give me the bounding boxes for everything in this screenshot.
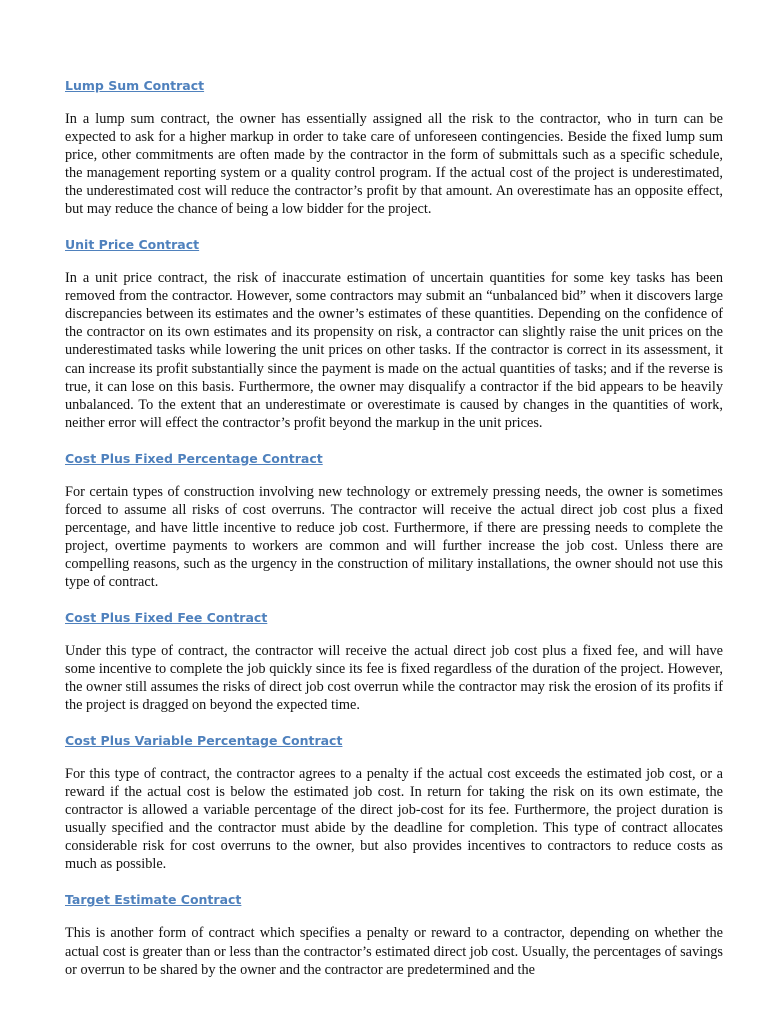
section-cost-plus-fixed-percentage <box>65 450 723 591</box>
section-heading-cost-plus-fixed-percentage[interactable]: Cost Plus Fixed Percentage Contract <box>65 450 323 466</box>
section-target-estimate <box>65 891 723 978</box>
section-heading-unit-price[interactable]: Unit Price Contract <box>65 237 200 253</box>
section-body-cost-plus-variable-percentage: For this type of contract, the contractor agrees to a penalty if the actual cost exceeds the estimated job cost, or a reward if the actual cost is below the estimated job cost. In return for taking the risk on its own estimate, the contractor is allowed a variable percentage of the direct job-cost for its fee. Furthermore, the project duration is usually specified and the contractor must abide by the deadline for completion. This type of contract allocates considerable risk for cost overruns to the owner, but also provides incentives to contractors to reduce costs as much as possible. <box>65 766 723 873</box>
document-page <box>65 77 723 997</box>
section-lump-sum <box>65 77 723 218</box>
section-cost-plus-variable-percentage <box>65 732 723 873</box>
section-heading-lump-sum[interactable]: Lump Sum Contract <box>65 78 205 93</box>
section-body-cost-plus-fixed-fee: Under this type of contract, the contractor will receive the actual direct job cost plus a fixed fee, and will have some incentive to complete the job quickly since its fee is fixed regardless of the duration of the project. However, the owner still assumes the risks of direct job cost overrun while the contractor may risk the erosion of its profits if the project is dragged on beyond the expected time. <box>65 642 723 714</box>
section-body-cost-plus-fixed-percentage: For certain types of construction involving new technology or extremely pressing needs, the owner is sometimes forced to assume all risks of cost overruns. The contractor will receive the actual direct job cost plus a fixed percentage, and have little incentive to reduce job cost. Furthermore, if there are pressing needs to complete the project, overtime payments to workers are common and will further increase the job cost. Unless there are compelling reasons, such as the urgency in the construction of military installations, the owner should not use this type of contract. <box>65 483 723 590</box>
section-body-unit-price: In a unit price contract, the risk of inaccurate estimation of uncertain quantities for some key tasks has been removed from the contractor. However, some contractors may submit an “unbalanced bid” when it discovers large discrepancies between its estimates and the owner’s estimates of these quantities. Depending on the confidence of the contractor on its own estimates and its propensity on risk, a contractor can slightly raise the unit prices on the underestimated tasks while lowering the unit prices on other tasks. If the contractor is correct in its assessment, it can increase its profit substantially since the payment is made on the actual quantities of tasks; and if the reverse is true, it can lose on this basis. Furthermore, the owner may disqualify a contractor if the bid appears to be heavily unbalanced. To the extent that an underestimate or overestimate is caused by changes in the quantities of work, neither error will effect the contractor’s profit beyond the markup in the unit prices. <box>65 270 723 431</box>
section-body-target-estimate: This is another form of contract which specifies a penalty or reward to a contractor, depending on whether the actual cost is greater than or less than the contractor’s estimated direct job cost. Usually, the percentages of savings or overrun to be shared by the owner and the contractor are predetermined and the <box>65 925 723 978</box>
section-heading-target-estimate[interactable]: Target Estimate Contract <box>65 892 242 908</box>
section-heading-cost-plus-fixed-fee[interactable]: Cost Plus Fixed Fee Contract <box>65 609 268 625</box>
section-cost-plus-fixed-fee <box>65 609 723 714</box>
section-body-lump-sum: In a lump sum contract, the owner has essentially assigned all the risk to the contractor, who in turn can be expected to ask for a higher markup in order to take care of unforeseen contingencies. Beside the fixed lump sum price, other commitments are often made by the contractor in the form of submittals such as a specific schedule, the management reporting system or a quality control program. If the actual cost of the project is underestimated, the underestimated cost will reduce the contractor’s profit by that amount. An overestimate has an opposite effect, but may reduce the chance of being a low bidder for the project. <box>65 111 723 218</box>
section-heading-cost-plus-variable-percentage[interactable]: Cost Plus Variable Percentage Contract <box>65 733 343 749</box>
section-unit-price <box>65 236 723 431</box>
